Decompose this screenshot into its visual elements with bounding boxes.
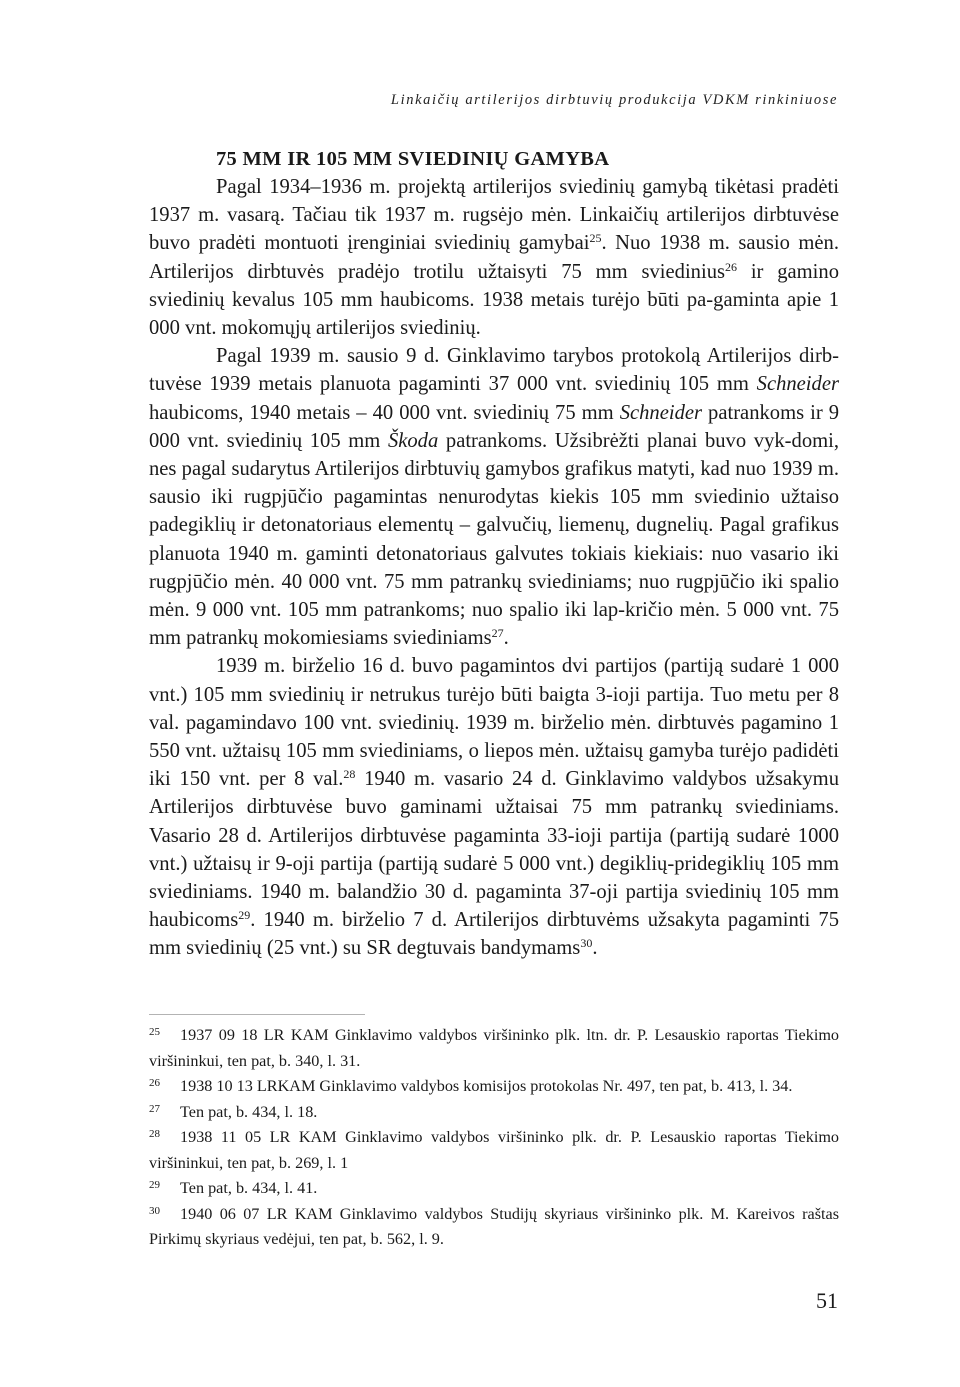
footnote-text: 1938 11 05 LR KAM Ginklavimo valdybos viršininko plk. dr. P. Lesauskio raportas Tiekimo viršininkui, ten pat, b. 269, l. 1 <box>149 1128 839 1172</box>
footnote-item: 29 Ten pat, b. 434, l. 41. <box>149 1179 318 1197</box>
page-number: 51 <box>816 1288 838 1313</box>
footnote-ref-30[interactable]: 30 <box>580 936 593 951</box>
footnote-divider <box>149 1014 365 1015</box>
paragraph-2-italic-1: Schneider <box>756 373 839 396</box>
paragraph-2-italic-3: Škoda <box>387 429 439 452</box>
paragraph-2-text-e: . <box>503 627 509 650</box>
footnote-ref-29[interactable]: 29 <box>238 908 251 923</box>
footnote-item: 27 Ten pat, b. 434, l. 18. <box>149 1102 318 1121</box>
paragraph-1-text-c: ir gamino sviedinių kevalus 105 mm haubicoms. 1938 metais turėjo būti pa-gaminta apie 1 000 vnt. mokomųjų artilerijos sviedinių. <box>149 260 839 340</box>
footnote-ref-25[interactable]: 25 <box>589 231 602 246</box>
paragraph-3-text-a: 1939 m. birželio 16 d. buvo pagamintos dvi partijos (partiją sudarė 1 000 vnt.) 105 mm sviedinių ir netrukus turėjo būti baigta 3-ioji partija. Tuo metu per 8 val. pagamindavo 100 vnt. sviedinių. 1939 m. birželio mėn. dirbtuvės pagamino 1 550 vnt. užtaisų 105 mm sviediniams, o liepos mėn. užtaisų gamyba turėjo padidėti iki 150 vnt. per 8 val. <box>149 655 839 791</box>
paragraph-2-text-b: haubicoms, 1940 metais – 40 000 vnt. sviedinių 75 mm <box>149 401 620 424</box>
paragraph-1 <box>149 173 839 342</box>
paragraph-1-text-b: . Nuo 1938 m. sausio mėn. Artilerijos dirbtuvės pradėjo trotilu užtaisyti 75 mm sviedinius <box>149 232 839 283</box>
paragraph-2-text-a: Pagal 1939 m. sausio 9 d. Ginklavimo tarybos protokolą Artilerijos dirb-tuvėse 1939 metais planuota pagaminti 37 000 vnt. sviedinių 105 mm <box>149 345 839 396</box>
footnote-text: Ten pat, b. 434, l. 41. <box>180 1179 318 1197</box>
paragraph-2 <box>149 342 839 652</box>
paragraph-3-text-b: 1940 m. vasario 24 d. Ginklavimo valdybos užsakymu Artilerijos dirbtuvėse buvo gaminami užtaisai 75 mm patrankų sviediniams. Vasario 28 d. Artilerijos dirbtuvėse pagaminta 33-ioji partija (partiją sudarė 1000 vnt.) užtaisų ir 9-oji partija (partiją sudarė 5 000 vnt.) degiklių-pridegiklių 105 mm sviediniams. 1940 m. balandžio 30 d. pagaminta 37-oji partija sviedinių 105 mm haubicoms <box>149 768 839 932</box>
footnote-item: 25 1937 09 18 LR KAM Ginklavimo valdybos viršininko plk. ltn. dr. P. Lesauskio raportas Tiekimo viršininkui, ten pat, b. 340, l. 31. <box>149 1026 839 1070</box>
footnote-text: Ten pat, b. 434, l. 18. <box>180 1102 318 1121</box>
footnote-ref-27[interactable]: 27 <box>491 626 504 641</box>
footnote-item: 26 1938 10 13 LRKAM Ginklavimo valdybos komisijos protokolas Nr. 497, ten pat, b. 413, l. 34. <box>149 1077 793 1095</box>
main-text <box>149 145 839 963</box>
paragraph-2-text-d: patrankoms. Užsibrėžti planai buvo vyk-domi, nes pagal sudarytus Artilerijos dirbtuvių gamybos grafikus matyti, kad nuo 1939 m. sausio iki rugpjūčio pagamintas nenurodytas kiekis 105 mm sviedinio užtaiso padegiklių ir detonatoriaus elementų – galvučių, liemenų, dugnelių. Pagal grafikus planuota 1940 m. gaminti detonatoriaus galvutes tokiais kiekiais: nuo vasario iki rugpjūčio mėn. 40 000 vnt. 75 mm patrankų sviediniams; nuo rugpjūčio iki spalio mėn. 9 000 vnt. 105 mm patrankoms; nuo spalio iki lap-kričio mėn. 5 000 vnt. 75 mm patrankų mokomiesiams sviediniams <box>149 429 839 650</box>
paragraph-1-text-a: Pagal 1934–1936 m. projektą artilerijos sviedinių gamybą tikėtasi pradėti 1937 m. vasarą. Tačiau tik 1937 m. rugsėjo mėn. Linkaičių artilerijos dirbtuvėse buvo pradėti montuoti įrenginiai sviedinių gamybai <box>149 176 839 255</box>
footnotes <box>149 1023 839 1253</box>
footnote-text: 1940 06 07 LR KAM Ginklavimo valdybos Studijų skyriaus viršininko plk. M. Kareivos raštas Pirkimų skyriaus vedėjui, ten pat, b. 562, l. 9. <box>149 1204 839 1248</box>
footnote-ref-26[interactable]: 26 <box>725 259 738 274</box>
footnote-item: 28 1938 11 05 LR KAM Ginklavimo valdybos viršininko plk. dr. P. Lesauskio raportas Tiekimo viršininkui, ten pat, b. 269, l. 1 <box>149 1128 839 1172</box>
paragraph-3-text-d: . <box>592 937 598 960</box>
footnote-text: 1937 09 18 LR KAM Ginklavimo valdybos viršininko plk. ltn. dr. P. Lesauskio raportas Tiekimo viršininkui, ten pat, b. 340, l. 31. <box>149 1026 839 1070</box>
paragraph-3 <box>149 652 839 962</box>
running-header: Linkaičių artilerijos dirbtuvių produkcija VDKM rinkiniuose <box>390 92 838 108</box>
section-heading: 75 MM IR 105 MM SVIEDINIŲ GAMYBA <box>216 148 610 170</box>
footnote-item: 30 1940 06 07 LR KAM Ginklavimo valdybos Studijų skyriaus viršininko plk. M. Kareivos raštas Pirkimų skyriaus vedėjui, ten pat, b. 562, l. 9. <box>149 1204 839 1248</box>
footnote-ref-28[interactable]: 28 <box>343 767 356 782</box>
paragraph-3-text-c: . 1940 m. birželio 7 d. Artilerijos dirbtuvėms užsakyta pagaminti 75 mm sviedinių (25 vnt.) su SR degtuvais bandymams <box>149 909 839 960</box>
paragraph-2-italic-2: Schneider <box>619 401 703 424</box>
footnote-text: 1938 10 13 LRKAM Ginklavimo valdybos komisijos protokolas Nr. 497, ten pat, b. 413, l. 34. <box>180 1077 793 1095</box>
paragraph-2-text-c: patrankoms ir 9 000 vnt. sviedinių 105 mm <box>149 401 839 452</box>
